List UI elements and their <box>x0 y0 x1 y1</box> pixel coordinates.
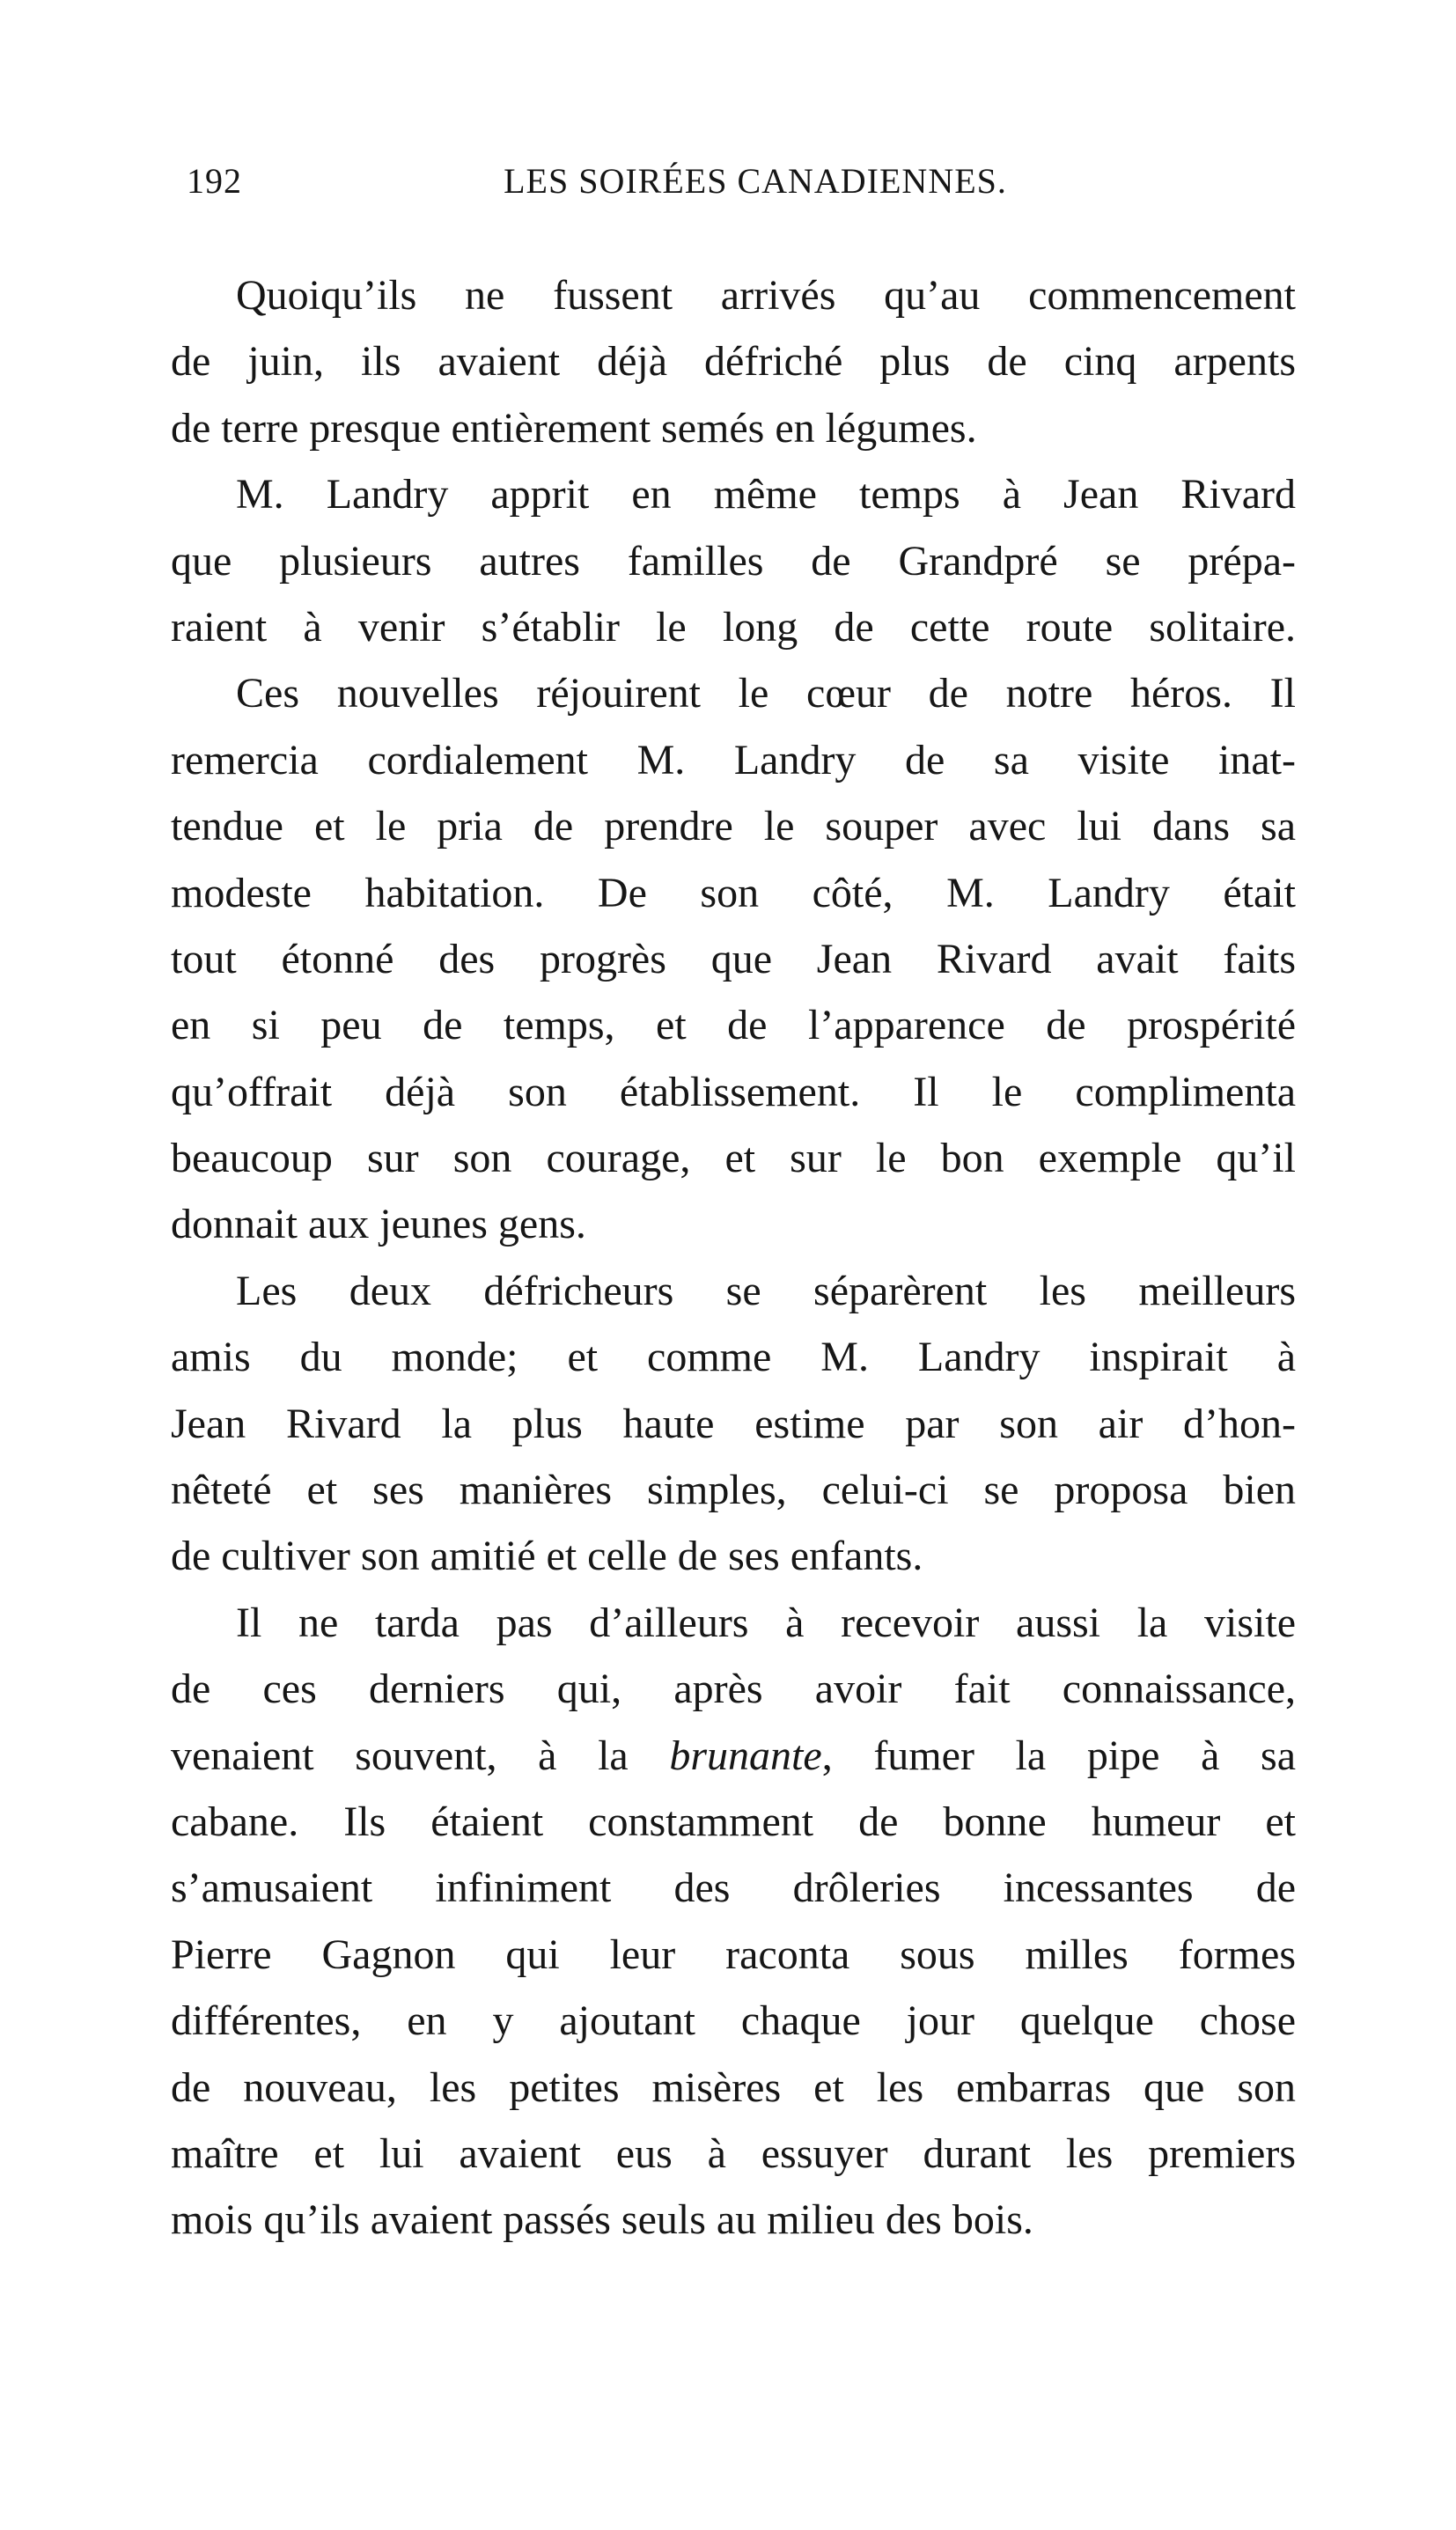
text-line: de cultiver son amitié et celle de ses enfants. <box>171 1533 923 1580</box>
italic-word: brunante <box>669 1732 822 1779</box>
text-line: raient à venir s’établir le long de cette route solitaire. <box>171 603 1296 651</box>
text-line: beaucoup sur son courage, et sur le bon exemple qu’il <box>171 1135 1296 1182</box>
running-head <box>187 155 1294 208</box>
line-segment: , fumer la pipe à sa <box>821 1732 1296 1779</box>
text-line: de terre presque entièrement semés en légumes. <box>171 404 977 452</box>
running-title: LES SOIRÉES CANADIENNES. <box>504 161 1007 201</box>
text-line: Jean Rivard la plus haute estime par son air d’hon- <box>171 1400 1296 1447</box>
text-line: nêteté et ses manières simples, celui-ci se proposa bien <box>171 1467 1296 1514</box>
text-line: donnait aux jeunes gens. <box>171 1201 586 1248</box>
text-line: différentes, en y ajoutant chaque jour quelque chose <box>171 1997 1296 2045</box>
text-line: remercia cordialement M. Landry de sa visite inat- <box>171 736 1296 783</box>
text-line: qu’offrait déjà son établissement. Il le complimenta <box>171 1068 1296 1115</box>
text-line: Il ne tarda pas d’ailleurs à recevoir aussi la visite <box>236 1599 1296 1646</box>
text-line: Les deux défricheurs se séparèrent les meilleurs <box>236 1267 1296 1314</box>
text-line: de nouveau, les petites misères et les embarras que son <box>171 2063 1296 2111</box>
text-line: tout étonné des progrès que Jean Rivard avait faits <box>171 935 1296 982</box>
page-number: 192 <box>187 161 242 201</box>
text-line: maître et lui avaient eus à essuyer durant les premiers <box>171 2129 1296 2177</box>
text-line: amis du monde; et comme M. Landry inspirait à <box>171 1334 1296 1381</box>
text-line <box>171 1723 1296 1789</box>
text-line: que plusieurs autres familles de Grandpré se prépa- <box>171 537 1296 585</box>
text-line: de juin, ils avaient déjà défriché plus de cinq arpents <box>171 338 1296 386</box>
text-line: de ces derniers qui, après avoir fait connaissance, <box>171 1666 1296 1713</box>
text-line: Pierre Gagnon qui leur raconta sous milles formes <box>171 1931 1296 1978</box>
text-line: mois qu’ils avaient passés seuls au milieu des bois. <box>171 2196 1033 2244</box>
text-line: tendue et le pria de prendre le souper avec lui dans sa <box>171 803 1296 850</box>
text-line: cabane. Ils étaient constamment de bonne humeur et <box>171 1798 1296 1845</box>
text-line: en si peu de temps, et de l’apparence de prospérité <box>171 1002 1296 1049</box>
text-line: M. Landry apprit en même temps à Jean Rivard <box>236 471 1296 519</box>
body-text <box>171 262 1296 2254</box>
text-line: modeste habitation. De son côté, M. Landry était <box>171 869 1296 916</box>
text-line: Ces nouvelles réjouirent le cœur de notre héros. Il <box>236 670 1296 717</box>
text-line: s’amusaient infiniment des drôleries incessantes de <box>171 1864 1296 1912</box>
text-line: Quoiqu’ils ne fussent arrivés qu’au commencement <box>236 272 1296 319</box>
line-segment: venaient souvent, à la <box>171 1732 670 1779</box>
